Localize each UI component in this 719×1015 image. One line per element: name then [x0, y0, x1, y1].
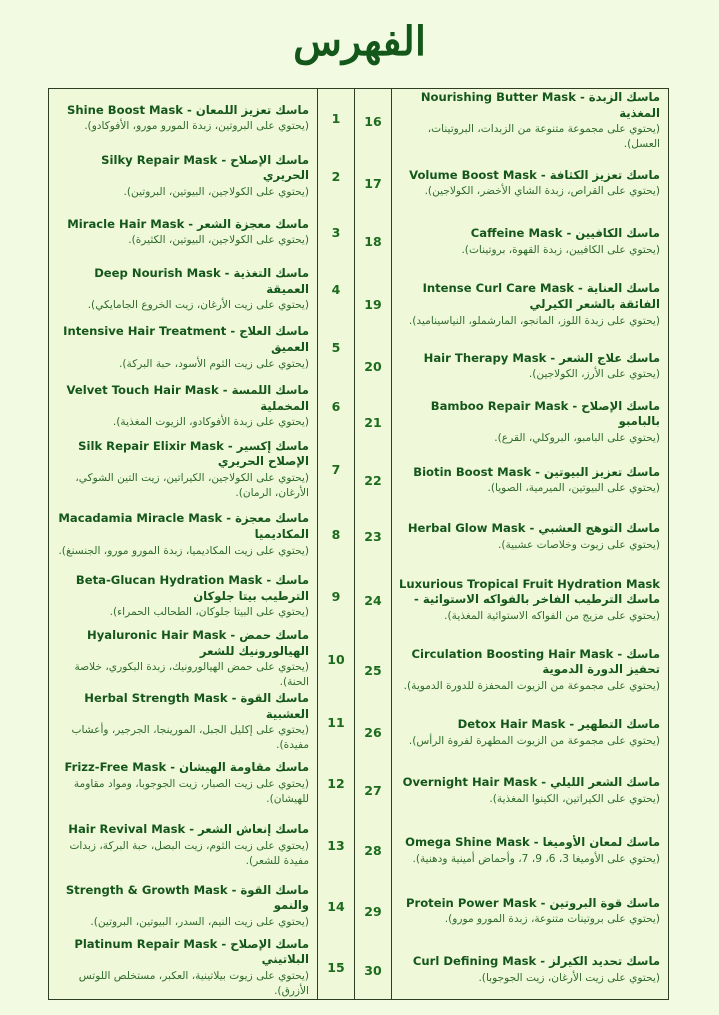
- entry-description: (يحتوي على زيت المكاديميا، زبدة المورو مورو، الجنسنغ).: [58, 544, 309, 557]
- index-entry[interactable]: [392, 509, 668, 564]
- entry-title: Miracle Hair Mask - ماسك معجزة الشعر: [67, 216, 309, 231]
- entry-description: (يحتوي على زبدة الأفوكادو، الزيوت المغذية).: [112, 416, 309, 429]
- index-entry[interactable]: [51, 205, 317, 261]
- index-entry[interactable]: [51, 377, 317, 436]
- entry-title: Macadamia Miracle Mask - ماسك معجزة المكاديميا: [58, 511, 309, 541]
- entry-title: Frizz-Free Mask - ماسك مقاومة الهيشان: [64, 760, 309, 775]
- entry-title: Silk Repair Elixir Mask - ماسك إكسير الإصلاح الحريري: [78, 438, 309, 469]
- index-entry[interactable]: [392, 393, 668, 451]
- index-entry[interactable]: [51, 89, 317, 148]
- entry-description: (يحتوي على زيوت وخلاصات عشبية).: [497, 538, 660, 551]
- index-entry[interactable]: [392, 637, 668, 704]
- index-entry[interactable]: [392, 153, 668, 213]
- entry-number: 11: [327, 714, 345, 730]
- entry-number: 6: [331, 398, 341, 414]
- entry-title: Intense Curl Care Mask - ماسك العناية الفائقة بالشعر الكيرلي: [422, 281, 660, 311]
- entry-description: (يحتوي على زبدة اللوز، المانجو، المارشملو، النياسيناميد).: [408, 314, 660, 327]
- entry-title: Biotin Boost Mask - ماسك تعزيز البيوتين: [413, 464, 660, 479]
- entry-title: Overnight Hair Mask - ماسك الشعر الليلي: [402, 775, 660, 790]
- entry-description: (يحتوي على الكافيين، زبدة القهوة، بروتينات).: [461, 243, 660, 256]
- index-entry[interactable]: [392, 451, 668, 509]
- entry-description: (يحتوي على حمض الهيالورونيك، زبدة البكوري، خلاصة الحنة).: [74, 661, 309, 689]
- entry-title: Beta-Glucan Hydration Mask - ماسك الترطيب بيتا جلوكان: [75, 573, 309, 603]
- index-entry[interactable]: [51, 319, 317, 377]
- index-entry[interactable]: [51, 753, 317, 814]
- page-title-container: [0, 0, 719, 84]
- index-entry[interactable]: [51, 504, 317, 566]
- entry-title: Volume Boost Mask - ماسك تعزيز الكثافة: [409, 167, 660, 182]
- entry-description: (يحتوي على زيت الأرغان، زيت الخروع الجامايكي).: [87, 299, 309, 312]
- content-column-right: [392, 89, 668, 999]
- entry-number: 10: [327, 651, 345, 667]
- entry-description: (يحتوي على الأوميغا 3، 6، 9، 7، وأحماض أمينية ودهنية).: [412, 852, 660, 865]
- entry-number: 30: [364, 962, 382, 978]
- entry-description: (يحتوي على البامبو، البروكلي، القرع).: [494, 431, 660, 444]
- entry-number: 25: [364, 662, 382, 678]
- entry-number: 28: [364, 843, 382, 859]
- index-entry[interactable]: [392, 89, 668, 153]
- entry-description: (يحتوي على مزيج من الفواكه الاستوائية المغذية).: [444, 610, 660, 623]
- entry-title: Intensive Hair Treatment - ماسك العلاج العميق: [63, 324, 309, 354]
- entry-title: Herbal Strength Mask - ماسك القوة العشبية: [84, 691, 309, 721]
- entry-title: Luxurious Tropical Fruit Hydration Mask - ماسك الترطيب الفاخر بالفواكه الاستوائية: [398, 576, 660, 607]
- entry-title: Hair Revival Mask - ماسك إنعاش الشعر: [68, 822, 309, 837]
- entry-number: 17: [364, 176, 382, 192]
- entry-description: (يحتوي على مجموعة من الزيوت المحفزة للدورة الدموية).: [403, 679, 660, 692]
- entry-title: Protein Power Mask - ماسك قوة البروتين: [405, 895, 660, 910]
- entry-number: 7: [331, 462, 341, 478]
- entry-description: (يحتوي على البروتين، زبدة المورو مورو، الأفوكادو).: [84, 120, 309, 133]
- entry-description: (يحتوي على مجموعة متنوعة من الزبدات، البروتينات، العسل).: [427, 123, 660, 151]
- entry-title: Curl Defining Mask - ماسك تحديد الكيرلز: [412, 954, 660, 969]
- index-entry[interactable]: [51, 260, 317, 318]
- entry-title: Velvet Touch Hair Mask - ماسك اللمسة المخملية: [66, 382, 309, 413]
- index-entry[interactable]: [392, 564, 668, 636]
- index-entry[interactable]: [392, 214, 668, 270]
- index-entry[interactable]: [392, 704, 668, 762]
- entry-title: Herbal Glow Mask - ماسك التوهج العشبي: [407, 520, 660, 535]
- entry-title: Hyaluronic Hair Mask - ماسك حمض الهيالورونيك للشعر: [87, 628, 309, 658]
- entry-title: Hair Therapy Mask - ماسك علاج الشعر: [423, 350, 660, 365]
- entry-number: 1: [331, 110, 341, 126]
- entry-number: 24: [364, 592, 382, 608]
- index-entry[interactable]: [392, 762, 668, 820]
- entry-description: (يحتوي على القراص، زبدة الشاي الأخضر، الكولاجين).: [424, 185, 660, 198]
- entry-number: 4: [331, 282, 341, 298]
- index-entry[interactable]: [51, 691, 317, 753]
- entry-description: (يحتوي على الكولاجين، البيوتين، البروتين).: [123, 185, 309, 198]
- entry-title: Circulation Boosting Hair Mask - ماسك تحفيز الدورة الدموية: [411, 646, 660, 677]
- entry-description: (يحتوي على البيتا جلوكان، الطحالب الحمراء).: [109, 606, 309, 619]
- entry-description: (يحتوي على زيت الثوم، زيت البصل، حبة البركة، زبدات مفيدة للشعر).: [69, 839, 309, 867]
- entry-number: 16: [364, 113, 382, 129]
- entry-description: (يحتوي على بروتينات متنوعة، زبدة المورو مورو).: [444, 913, 660, 926]
- index-entry[interactable]: [392, 941, 668, 999]
- entry-number: 29: [364, 904, 382, 920]
- entry-number: 15: [327, 959, 345, 975]
- entry-number: 2: [331, 168, 341, 184]
- index-entry[interactable]: [392, 339, 668, 393]
- entry-number: 20: [364, 358, 382, 374]
- entry-description: (يحتوي على الكيراتين، الكينوا المغذية).: [489, 792, 660, 805]
- entry-description: (يحتوي على زيوت بيلاتينية، العكبر، مستخلص اللوتس الأزرق).: [78, 969, 309, 997]
- entry-number: 8: [331, 527, 341, 543]
- table-column-right: [355, 89, 668, 999]
- entry-description: (يحتوي على الكولاجين، البيوتين، الكثيرة).: [128, 234, 309, 247]
- entry-description: (يحتوي على زيت الأرغان، زيت الجوجوبا).: [478, 972, 660, 985]
- entry-number: 27: [364, 783, 382, 799]
- entry-title: Strength & Growth Mask - ماسك القوة والنمو: [65, 882, 309, 913]
- index-table: [48, 88, 669, 1000]
- page-title: الفهرس: [293, 18, 426, 65]
- entry-description: (يحتوي على البيوتين، الميرمية، الصويا).: [487, 482, 660, 495]
- entry-title: Deep Nourish Mask - ماسك التغذية العميقة: [94, 266, 309, 296]
- entry-title: Caffeine Mask - ماسك الكافيين: [470, 226, 660, 241]
- entry-description: (يحتوي على إكليل الجبل، المورينجا، الجرجير، وأعشاب مفيدة).: [71, 724, 309, 752]
- entry-title: Detox Hair Mask - ماسك التطهير: [457, 717, 660, 732]
- entry-title: Bamboo Repair Mask - ماسك الإصلاح بالبامبو: [430, 398, 660, 429]
- entry-number: 14: [327, 898, 345, 914]
- index-entry[interactable]: [51, 814, 317, 876]
- entry-title: Shine Boost Mask - ماسك تعزيز اللمعان: [67, 102, 309, 117]
- index-entry[interactable]: [392, 270, 668, 339]
- entry-number: 23: [364, 529, 382, 545]
- entry-number: 19: [364, 297, 382, 313]
- entry-description: (يحتوي على زيت الصبار، زيت الجوجوبا، ومواد مقاومة للهيشان).: [73, 778, 309, 805]
- entry-number: 3: [331, 225, 341, 241]
- entry-description: (يحتوي على الأرز، الكولاجين).: [528, 368, 660, 381]
- entry-description: (يحتوي على الكولاجين، الكيراتين، زيت التين الشوكي، الأرغان، الرمان).: [75, 472, 309, 499]
- index-entry[interactable]: [51, 627, 317, 691]
- entry-number: 26: [364, 725, 382, 741]
- index-entry[interactable]: [51, 436, 317, 504]
- number-column-right: [355, 89, 392, 999]
- entry-title: Omega Shine Mask - ماسك لمعان الأوميغا: [405, 835, 660, 850]
- entry-number: 12: [327, 776, 345, 792]
- entry-description: (يحتوي على زيت النيم، السدر، البيوتين، البروتين).: [90, 915, 309, 928]
- index-entry[interactable]: [392, 820, 668, 882]
- entry-number: 18: [364, 234, 382, 250]
- entry-title: Silky Repair Mask - ماسك الإصلاح الحريري: [101, 152, 309, 183]
- entry-description: (يحتوي على مجموعة من الزيوت المطهرة لفروة الرأس).: [408, 734, 660, 747]
- index-entry[interactable]: [51, 876, 317, 936]
- index-entry[interactable]: [51, 566, 317, 627]
- number-column-left: [317, 89, 354, 999]
- index-entry[interactable]: [51, 936, 317, 999]
- index-entry[interactable]: [51, 148, 317, 205]
- entry-number: 13: [327, 837, 345, 853]
- entry-number: 22: [364, 472, 382, 488]
- entry-number: 9: [331, 589, 341, 605]
- entry-description: (يحتوي على زيت الثوم الأسود، حبة البركة).: [119, 357, 309, 370]
- index-entry[interactable]: [392, 882, 668, 942]
- entry-number: 5: [331, 340, 341, 356]
- entry-number: 21: [364, 414, 382, 430]
- table-column-left: [51, 89, 355, 999]
- content-column-left: [51, 89, 317, 999]
- entry-title: Nourishing Butter Mask - ماسك الزبدة المغذية: [420, 90, 660, 120]
- entry-title: Platinum Repair Mask - ماسك الإصلاح البلاتيني: [74, 936, 309, 967]
